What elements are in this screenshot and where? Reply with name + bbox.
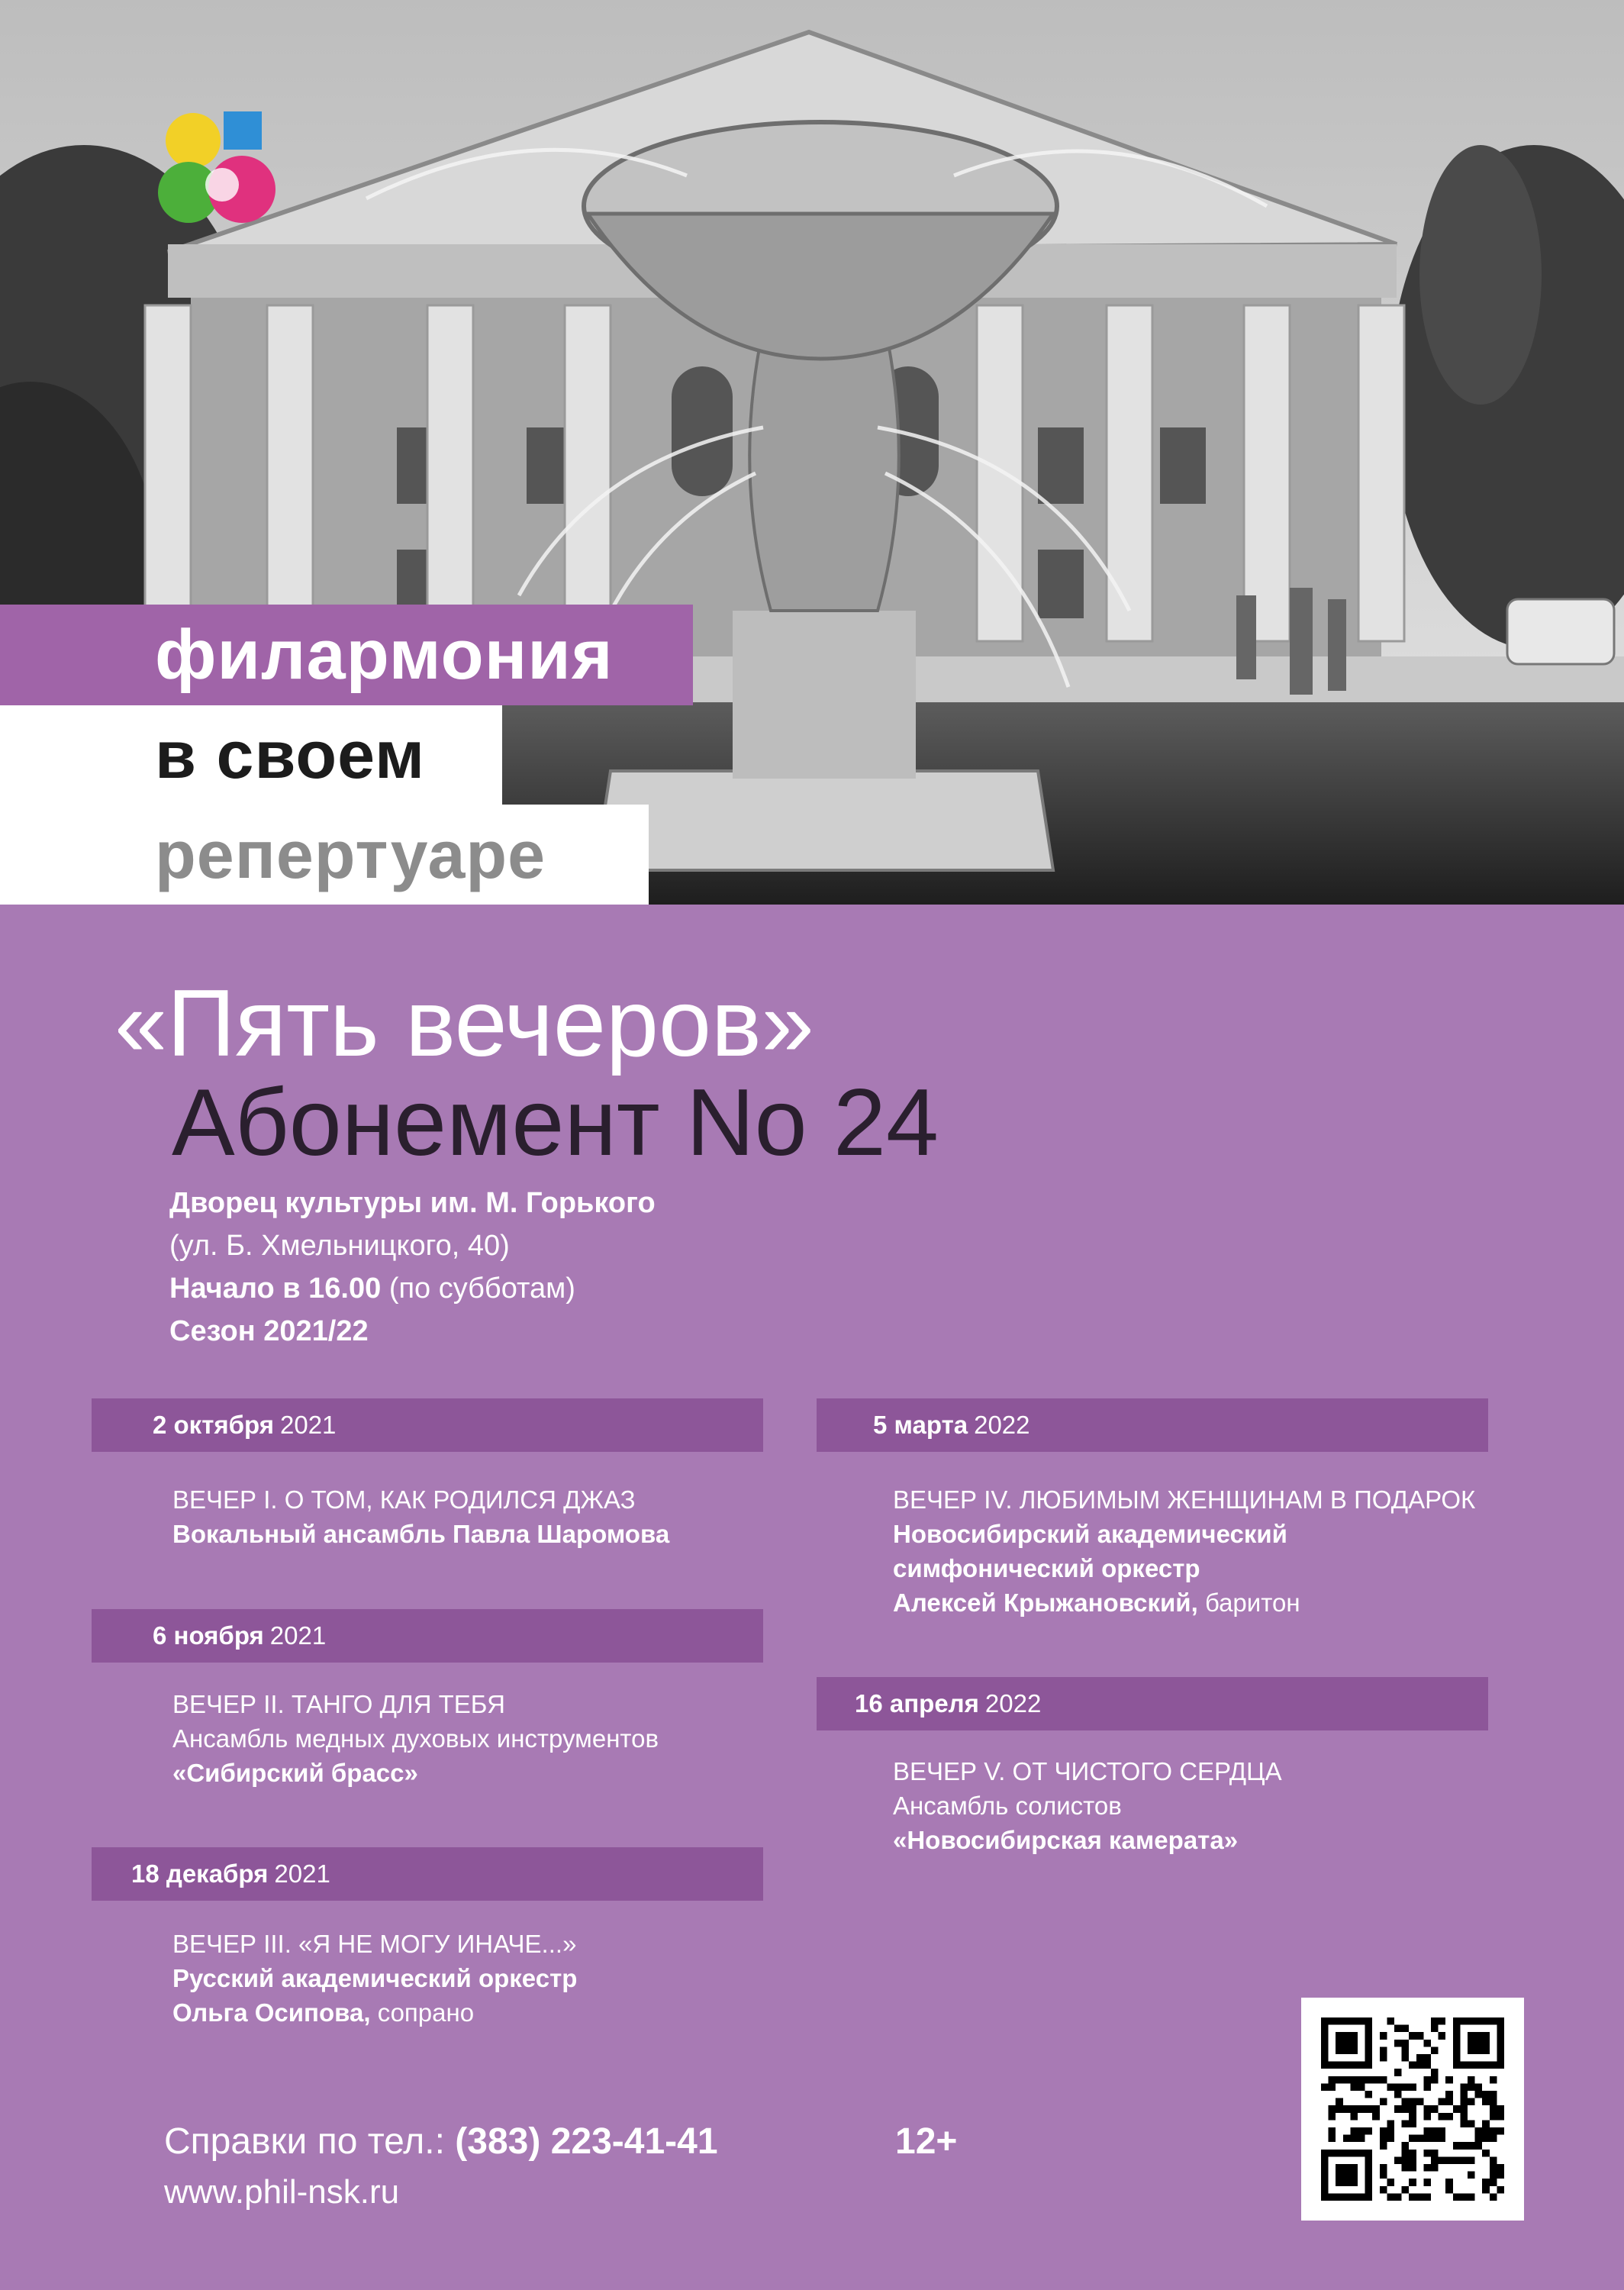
event-date-year: 2021: [279, 1411, 337, 1439]
event-date-year: 2021: [269, 1621, 327, 1650]
event-date-year: 2022: [974, 1411, 1030, 1439]
website-link[interactable]: www.phil-nsk.ru: [164, 2173, 400, 2211]
event-details: [172, 1687, 659, 1790]
event-date-bar: [92, 1398, 763, 1452]
header-band-text-3: репертуаре: [155, 816, 546, 892]
event-performer: Новосибирский академический: [893, 1520, 1287, 1548]
event-date-day: 6 ноября: [153, 1621, 264, 1650]
venue-address: (ул. Б. Хмельницкого, 40): [169, 1230, 510, 1262]
event-soloist: Ольга Осипова,: [172, 1998, 371, 2027]
season: Сезон 2021/22: [169, 1315, 369, 1347]
event-soloist-voice: баритон: [1204, 1588, 1300, 1617]
event-date-bar: [92, 1609, 763, 1663]
venue-info: [169, 1182, 656, 1353]
event-title: ВЕЧЕР IV. ЛЮБИМЫМ ЖЕНЩИНАМ В ПОДАРОК: [893, 1485, 1476, 1514]
header-band-own: [0, 705, 502, 805]
header-band-repertoire: [0, 805, 649, 905]
event-date-year: 2022: [984, 1689, 1042, 1718]
event-date-day: 16 апреля: [855, 1689, 979, 1718]
event-date-day: 5 марта: [873, 1411, 968, 1439]
concert-series-title: «Пять вечеров»: [114, 971, 814, 1076]
start-note: (по субботам): [388, 1272, 575, 1305]
event-performer-name: «Новосибирская камерата»: [893, 1826, 1239, 1854]
event-performer: Ансамбль медных духовых инструментов: [172, 1724, 659, 1753]
event-soloist: Алексей Крыжановский,: [893, 1588, 1198, 1617]
event-details: [893, 1754, 1282, 1857]
event-title: ВЕЧЕР II. ТАНГО ДЛЯ ТЕБЯ: [172, 1690, 505, 1718]
event-performer: Ансамбль солистов: [893, 1792, 1122, 1820]
phone-label: Справки по тел.:: [164, 2121, 445, 2162]
event-performer-name: «Сибирский брасс»: [172, 1759, 418, 1787]
event-title: ВЕЧЕР V. ОТ ЧИСТОГО СЕРДЦА: [893, 1757, 1282, 1785]
header-band-text-2: в своем: [155, 717, 426, 792]
event-details: [172, 1482, 669, 1551]
event-date-bar: [817, 1677, 1488, 1730]
philharmonic-logo-icon: [156, 107, 286, 229]
venue-name: Дворец культуры им. М. Горького: [169, 1187, 656, 1219]
event-date-year: 2021: [274, 1859, 330, 1888]
event-performer: Вокальный ансамбль Павла Шаромова: [172, 1520, 670, 1548]
event-soloist-voice: сопрано: [377, 1998, 475, 2027]
event-date-bar: [92, 1847, 763, 1901]
event-performer: Русский академический оркестр: [172, 1964, 578, 1992]
event-title: ВЕЧЕР I. О ТОМ, КАК РОДИЛСЯ ДЖАЗ: [172, 1485, 636, 1514]
event-title: ВЕЧЕР III. «Я НЕ МОГУ ИНАЧЕ...»: [172, 1930, 577, 1958]
footer-phone: [164, 2121, 718, 2163]
event-performer-cont: симфонический оркестр: [893, 1554, 1200, 1582]
subscription-number: Абонемент No 24: [172, 1070, 939, 1176]
event-date-day: 2 октября: [153, 1411, 274, 1439]
event-date-bar: [817, 1398, 1488, 1452]
event-details: [893, 1482, 1475, 1620]
header-band-text-1: филармония: [155, 615, 614, 694]
start-time: Начало в 16.00: [169, 1272, 382, 1305]
age-rating: 12+: [895, 2121, 958, 2162]
header-band-philharmonic: [0, 605, 693, 705]
event-date-day: 18 декабря: [131, 1859, 269, 1888]
qr-code-icon[interactable]: [1301, 1998, 1524, 2221]
phone-number[interactable]: (383) 223-41-41: [455, 2121, 718, 2162]
event-details: [172, 1927, 577, 2030]
